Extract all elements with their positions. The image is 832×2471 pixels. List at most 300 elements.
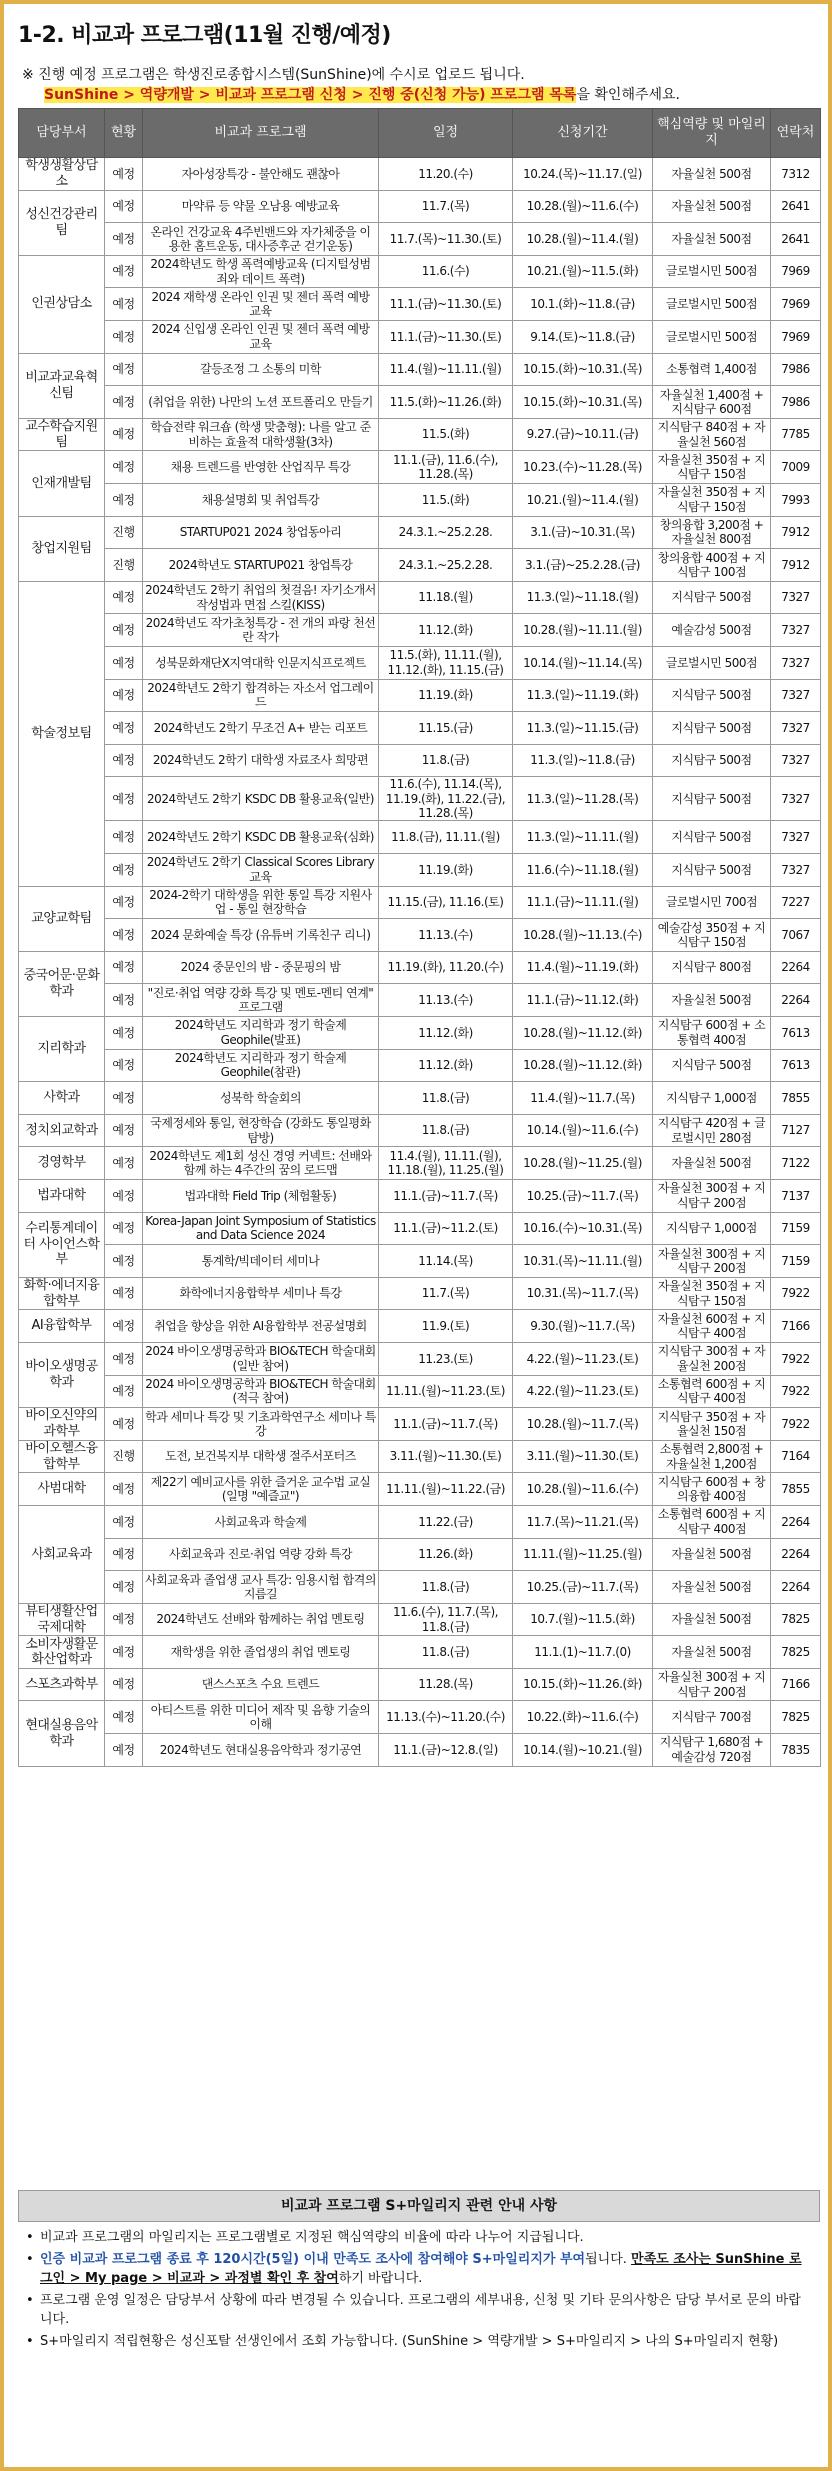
competency-cell: 창의융합 400점 + 지식탐구 100점 (653, 549, 771, 582)
contact-cell: 7922 (771, 1277, 821, 1310)
schedule-cell: 11.7.(목)~11.30.(토) (379, 223, 513, 256)
department-cell: 창업지원팀 (19, 516, 105, 581)
table-row (19, 223, 821, 256)
contact-cell: 7327 (771, 646, 821, 679)
apply-period-cell: 10.1.(화)~11.8.(금) (513, 288, 653, 321)
apply-period-cell: 9.27.(금)~10.11.(금) (513, 418, 653, 451)
contact-cell: 7922 (771, 1342, 821, 1375)
status-cell: 예정 (105, 614, 143, 647)
table-row (19, 255, 821, 288)
contact-cell: 7825 (771, 1701, 821, 1734)
program-name-cell: 제22기 예비교사를 위한 즐거운 교수법 교실 (일명 "예즐교") (143, 1473, 379, 1506)
table-row (19, 1082, 821, 1115)
schedule-cell: 11.4.(월)~11.11.(월) (379, 353, 513, 386)
contact-cell: 7327 (771, 854, 821, 887)
program-name-cell: 2024학년도 현대실용음악학과 정기공연 (143, 1734, 379, 1767)
col-header-dept: 담당부서 (19, 109, 105, 158)
apply-period-cell: 11.4.(월)~11.7.(목) (513, 1082, 653, 1115)
contact-cell: 7159 (771, 1212, 821, 1245)
program-name-cell: 댄스스포츠 수요 트렌드 (143, 1668, 379, 1701)
schedule-cell: 11.8.(금) (379, 1571, 513, 1604)
apply-period-cell: 3.1.(금)~25.2.28.(금) (513, 549, 653, 582)
schedule-cell: 11.1.(금)~11.30.(토) (379, 288, 513, 321)
contact-cell: 7327 (771, 679, 821, 712)
competency-cell: 지식탐구 420점 + 글로벌시민 280점 (653, 1114, 771, 1147)
notice-item: • 인증 비교과 프로그램 종료 후 120시간(5일) 이내 만족도 조사에 참여해야 S+마일리지가 부여됩니다. 만족도 조사는 SunShine 로그인 > My page > 비교과 > 과정별 확인 후 참여하기 바랍니다. (26, 2252, 802, 2286)
competency-cell: 지식탐구 600점 + 창의융합 400점 (653, 1473, 771, 1506)
schedule-cell: 11.26.(화) (379, 1538, 513, 1571)
competency-cell: 자율실천 350점 + 지식탐구 150점 (653, 1277, 771, 1310)
table-row (19, 1342, 821, 1375)
program-name-cell: 국제정세와 통일, 현장학습 (강화도 통일평화탐방) (143, 1114, 379, 1147)
apply-period-cell: 11.3.(일)~11.28.(목) (513, 777, 653, 821)
schedule-cell: 11.12.(화) (379, 1049, 513, 1082)
table-row (19, 288, 821, 321)
program-name-cell: 법과대학 Field Trip (체험활동) (143, 1179, 379, 1212)
competency-cell: 자율실천 500점 (653, 223, 771, 256)
notice-line: ※ 진행 예정 프로그램은 학생진로종합시스템(SunShine)에 수시로 업로드 됩니다. (22, 67, 525, 83)
program-name-cell: 채용 트렌드를 반영한 산업직무 특강 (143, 451, 379, 484)
schedule-cell: 11.14.(목) (379, 1245, 513, 1278)
status-cell: 예정 (105, 386, 143, 419)
table-row (19, 418, 821, 451)
competency-cell: 자율실천 500점 (653, 1603, 771, 1636)
program-name-cell: 2024학년도 선배와 함께하는 취업 멘토링 (143, 1603, 379, 1636)
table-row (19, 1701, 821, 1734)
status-cell: 예정 (105, 1473, 143, 1506)
department-cell: 비교과교육혁신팀 (19, 353, 105, 418)
status-cell: 예정 (105, 984, 143, 1017)
apply-period-cell: 10.28.(월)~11.7.(목) (513, 1408, 653, 1441)
status-cell: 예정 (105, 158, 143, 191)
contact-cell: 7969 (771, 255, 821, 288)
competency-cell: 자율실천 500점 (653, 1571, 771, 1604)
status-cell: 예정 (105, 1114, 143, 1147)
status-cell: 예정 (105, 451, 143, 484)
competency-cell: 지식탐구 300점 + 자율실천 200점 (653, 1342, 771, 1375)
table-row (19, 951, 821, 984)
table-row (19, 1245, 821, 1278)
table-row (19, 581, 821, 614)
status-cell: 예정 (105, 1049, 143, 1082)
table-row (19, 1179, 821, 1212)
contact-cell: 7009 (771, 451, 821, 484)
program-name-cell: 2024학년도 제1회 성신 경영 커넥트: 선배와 함께 하는 4주간의 꿈의 로드맵 (143, 1147, 379, 1180)
notice-box-body (18, 2222, 820, 2351)
contact-cell: 7327 (771, 821, 821, 854)
competency-cell: 소통협력 600점 + 지식탐구 400점 (653, 1375, 771, 1408)
program-name-cell: Korea-Japan Joint Symposium of Statistics and Data Science 2024 (143, 1212, 379, 1245)
notice-suffix: 을 확인해주세요. (576, 87, 681, 103)
competency-cell: 지식탐구 1,000점 (653, 1082, 771, 1115)
competency-cell: 지식탐구 1,000점 (653, 1212, 771, 1245)
table-row (19, 1603, 821, 1636)
program-name-cell: 자아성장특강 - 불안해도 괜찮아 (143, 158, 379, 191)
competency-cell: 글로벌시민 500점 (653, 646, 771, 679)
apply-period-cell: 11.3.(일)~11.18.(월) (513, 581, 653, 614)
schedule-cell: 11.13.(수) (379, 984, 513, 1017)
apply-period-cell: 10.25.(금)~11.7.(목) (513, 1571, 653, 1604)
department-cell: 지리학과 (19, 1017, 105, 1082)
competency-cell: 자율실천 500점 (653, 984, 771, 1017)
contact-cell: 7067 (771, 919, 821, 952)
department-cell: AI융합학부 (19, 1310, 105, 1343)
table-row (19, 549, 821, 582)
apply-period-cell: 10.21.(월)~11.5.(화) (513, 255, 653, 288)
status-cell: 예정 (105, 679, 143, 712)
notice-item: • S+마일리지 적립현황은 성신포탈 선생인에서 조회 가능합니다. (SunShine > 역량개발 > S+마일리지 > 나의 S+마일리지 현황) (26, 2334, 779, 2349)
table-row (19, 1212, 821, 1245)
schedule-cell: 11.8.(금) (379, 1114, 513, 1147)
apply-period-cell: 10.28.(월)~11.25.(월) (513, 1147, 653, 1180)
apply-period-cell: 11.7.(목)~11.21.(목) (513, 1505, 653, 1538)
contact-cell: 7825 (771, 1636, 821, 1669)
contact-cell: 2264 (771, 951, 821, 984)
contact-cell: 7327 (771, 614, 821, 647)
schedule-cell: 11.11.(월)~11.22.(금) (379, 1473, 513, 1506)
apply-period-cell: 10.25.(금)~11.7.(목) (513, 1179, 653, 1212)
contact-cell: 7327 (771, 581, 821, 614)
schedule-cell: 24.3.1.~25.2.28. (379, 549, 513, 582)
apply-period-cell: 10.28.(월)~11.6.(수) (513, 190, 653, 223)
program-name-cell: 2024 재학생 온라인 인권 및 젠더 폭력 예방 교육 (143, 288, 379, 321)
table-row (19, 158, 821, 191)
contact-cell: 2264 (771, 984, 821, 1017)
competency-cell: 자율실천 500점 (653, 1538, 771, 1571)
schedule-cell: 11.1.(금)~12.8.(일) (379, 1734, 513, 1767)
table-row (19, 777, 821, 821)
department-cell: 스포츠과학부 (19, 1668, 105, 1701)
program-name-cell: 2024학년도 지리학과 정기 학술제 Geophile(참관) (143, 1049, 379, 1082)
competency-cell: 지식탐구 600점 + 소통협력 400점 (653, 1017, 771, 1050)
schedule-cell: 11.9.(토) (379, 1310, 513, 1343)
apply-period-cell: 9.30.(월)~11.7.(목) (513, 1310, 653, 1343)
table-row (19, 1440, 821, 1473)
program-name-cell: 화학에너지융합학부 세미나 특강 (143, 1277, 379, 1310)
schedule-cell: 11.19.(화) (379, 679, 513, 712)
apply-period-cell: 10.28.(월)~11.12.(화) (513, 1017, 653, 1050)
status-cell: 예정 (105, 223, 143, 256)
program-name-cell: 온라인 건강교육 4주빈밴드와 자가체중을 이용한 홈트운동, 대사증후군 걷기운동) (143, 223, 379, 256)
table-row (19, 320, 821, 353)
table-header-row (19, 109, 821, 158)
table-row (19, 886, 821, 919)
department-cell: 사회교육과 (19, 1505, 105, 1603)
schedule-cell: 11.20.(수) (379, 158, 513, 191)
department-cell: 교수학습지원팀 (19, 418, 105, 451)
competency-cell: 지식탐구 500점 (653, 1049, 771, 1082)
table-row (19, 614, 821, 647)
schedule-cell: 11.1.(금), 11.6.(수), 11.28.(목) (379, 451, 513, 484)
contact-cell: 7912 (771, 549, 821, 582)
table-row (19, 679, 821, 712)
contact-cell: 7137 (771, 1179, 821, 1212)
contact-cell: 7127 (771, 1114, 821, 1147)
contact-cell: 7835 (771, 1734, 821, 1767)
schedule-cell: 11.1.(금)~11.7.(목) (379, 1179, 513, 1212)
status-cell: 예정 (105, 886, 143, 919)
department-cell: 소비자생활문화산업학과 (19, 1636, 105, 1669)
status-cell: 예정 (105, 1538, 143, 1571)
competency-cell: 글로벌시민 700점 (653, 886, 771, 919)
status-cell: 예정 (105, 1603, 143, 1636)
table-row (19, 1114, 821, 1147)
apply-period-cell: 3.11.(월)~11.30.(토) (513, 1440, 653, 1473)
competency-cell: 자율실천 300점 + 지식탐구 200점 (653, 1668, 771, 1701)
contact-cell: 7166 (771, 1668, 821, 1701)
program-name-cell: 2024학년도 STARTUP021 창업특강 (143, 549, 379, 582)
program-name-cell: 아티스트를 위한 미디어 제작 및 음향 기술의 이해 (143, 1701, 379, 1734)
contact-cell: 7164 (771, 1440, 821, 1473)
table-row (19, 1571, 821, 1604)
schedule-cell: 11.1.(금)~11.2.(토) (379, 1212, 513, 1245)
contact-cell: 2264 (771, 1571, 821, 1604)
apply-period-cell: 10.15.(화)~10.31.(목) (513, 386, 653, 419)
department-cell: 인재개발팀 (19, 451, 105, 516)
contact-cell: 7122 (771, 1147, 821, 1180)
notice-item: • 비교과 프로그램의 마일리지는 프로그램별로 지정된 핵심역량의 비율에 따라 나누어 지급됩니다. (26, 2230, 584, 2245)
competency-cell: 소통협력 2,800점 + 자율실천 1,200점 (653, 1440, 771, 1473)
status-cell: 예정 (105, 1147, 143, 1180)
status-cell: 예정 (105, 854, 143, 887)
table-row (19, 1636, 821, 1669)
table-row (19, 1473, 821, 1506)
program-name-cell: 사회교육과 졸업생 교사 특강: 임용시험 합격의 지름길 (143, 1571, 379, 1604)
competency-cell: 자율실천 500점 (653, 190, 771, 223)
schedule-cell: 11.23.(토) (379, 1342, 513, 1375)
table-row (19, 190, 821, 223)
contact-cell: 7327 (771, 744, 821, 777)
status-cell: 예정 (105, 1310, 143, 1343)
contact-cell: 7613 (771, 1049, 821, 1082)
status-cell: 예정 (105, 1408, 143, 1441)
schedule-cell: 11.7.(목) (379, 190, 513, 223)
table-row (19, 984, 821, 1017)
status-cell: 예정 (105, 483, 143, 516)
department-cell: 학생생활상담소 (19, 158, 105, 191)
apply-period-cell: 11.3.(일)~11.19.(화) (513, 679, 653, 712)
schedule-cell: 11.8.(금), 11.11.(월) (379, 821, 513, 854)
program-name-cell: 2024학년도 2학기 Classical Scores Library 교육 (143, 854, 379, 887)
competency-cell: 지식탐구 500점 (653, 581, 771, 614)
contact-cell: 2641 (771, 223, 821, 256)
department-cell: 화학·에너지융합학부 (19, 1277, 105, 1310)
table-row (19, 712, 821, 745)
competency-cell: 자율실천 500점 (653, 1147, 771, 1180)
contact-cell: 7855 (771, 1473, 821, 1506)
contact-cell: 7993 (771, 483, 821, 516)
apply-period-cell: 10.28.(월)~11.12.(화) (513, 1049, 653, 1082)
apply-period-cell: 11.1.(금)~11.11.(월) (513, 886, 653, 919)
apply-period-cell: 10.31.(목)~11.11.(월) (513, 1245, 653, 1278)
competency-cell: 지식탐구 800점 (653, 951, 771, 984)
status-cell: 예정 (105, 353, 143, 386)
department-cell: 사학과 (19, 1082, 105, 1115)
competency-cell: 지식탐구 500점 (653, 777, 771, 821)
competency-cell: 지식탐구 700점 (653, 1701, 771, 1734)
table-row (19, 1310, 821, 1343)
program-name-cell: 2024 중문인의 밤 - 중문핑의 밤 (143, 951, 379, 984)
schedule-cell: 11.12.(화) (379, 614, 513, 647)
schedule-cell: 11.1.(금)~11.7.(목) (379, 1408, 513, 1441)
status-cell: 예정 (105, 320, 143, 353)
apply-period-cell: 10.15.(화)~11.26.(화) (513, 1668, 653, 1701)
competency-cell: 예술감성 500점 (653, 614, 771, 647)
schedule-cell: 11.5.(화) (379, 483, 513, 516)
contact-cell: 7312 (771, 158, 821, 191)
schedule-cell: 11.13.(수) (379, 919, 513, 952)
department-cell: 뷰티생활산업국제대학 (19, 1603, 105, 1636)
status-cell: 예정 (105, 777, 143, 821)
department-cell: 경영학부 (19, 1147, 105, 1180)
program-name-cell: 취업을 향상을 위한 AI융합학부 전공설명회 (143, 1310, 379, 1343)
status-cell: 예정 (105, 821, 143, 854)
department-cell: 바이오헬스융합학부 (19, 1440, 105, 1473)
contact-cell: 7327 (771, 777, 821, 821)
competency-cell: 지식탐구 500점 (653, 821, 771, 854)
contact-cell: 7159 (771, 1245, 821, 1278)
schedule-cell: 11.6.(수) (379, 255, 513, 288)
program-name-cell: "진로·취업 역량 강화 특강 및 멘토-멘티 연계" 프로그램 (143, 984, 379, 1017)
apply-period-cell: 10.21.(월)~11.4.(월) (513, 483, 653, 516)
contact-cell: 7785 (771, 418, 821, 451)
status-cell: 예정 (105, 288, 143, 321)
apply-period-cell: 10.28.(월)~11.6.(수) (513, 1473, 653, 1506)
apply-period-cell: 11.1.(1)~11.7.(0) (513, 1636, 653, 1669)
table-row (19, 1147, 821, 1180)
table-row (19, 919, 821, 952)
status-cell: 예정 (105, 744, 143, 777)
competency-cell: 자율실천 300점 + 지식탐구 200점 (653, 1179, 771, 1212)
schedule-cell: 11.1.(금)~11.30.(토) (379, 320, 513, 353)
contact-cell: 7855 (771, 1082, 821, 1115)
competency-cell: 지식탐구 500점 (653, 712, 771, 745)
table-row (19, 1277, 821, 1310)
schedule-cell: 11.15.(금), 11.16.(토) (379, 886, 513, 919)
program-name-cell: 학과 세미나 특강 및 기초과학연구소 세미나 특강 (143, 1408, 379, 1441)
status-cell: 진행 (105, 1440, 143, 1473)
table-row (19, 1538, 821, 1571)
apply-period-cell: 4.22.(월)~11.23.(토) (513, 1342, 653, 1375)
col-header-contact: 연락처 (771, 109, 821, 158)
program-name-cell: 2024학년도 2학기 대학생 자료조사 희망편 (143, 744, 379, 777)
competency-cell: 소통협력 600점 + 지식탐구 400점 (653, 1505, 771, 1538)
department-cell: 성신건강관리팀 (19, 190, 105, 255)
department-cell: 법과대학 (19, 1179, 105, 1212)
competency-cell: 자율실천 500점 (653, 158, 771, 191)
table-row (19, 646, 821, 679)
status-cell: 예정 (105, 646, 143, 679)
contact-cell: 7969 (771, 288, 821, 321)
contact-cell: 7969 (771, 320, 821, 353)
status-cell: 진행 (105, 516, 143, 549)
apply-period-cell: 10.24.(목)~11.17.(일) (513, 158, 653, 191)
program-table (18, 108, 821, 1767)
program-name-cell: STARTUP021 2024 창업동아리 (143, 516, 379, 549)
competency-cell: 자율실천 1,400점 + 지식탐구 600점 (653, 386, 771, 419)
program-name-cell: 도전, 보건복지부 대학생 절주서포터즈 (143, 1440, 379, 1473)
contact-cell: 7986 (771, 386, 821, 419)
schedule-cell: 11.5.(화)~11.26.(화) (379, 386, 513, 419)
apply-period-cell: 4.22.(월)~11.23.(토) (513, 1375, 653, 1408)
apply-period-cell: 10.28.(월)~11.11.(월) (513, 614, 653, 647)
apply-period-cell: 10.28.(월)~11.13.(수) (513, 919, 653, 952)
apply-period-cell: 11.3.(일)~11.15.(금) (513, 712, 653, 745)
apply-period-cell: 11.1.(금)~11.12.(화) (513, 984, 653, 1017)
program-name-cell: 재학생을 위한 졸업생의 취업 멘토링 (143, 1636, 379, 1669)
competency-cell: 글로벌시민 500점 (653, 288, 771, 321)
schedule-cell: 11.19.(화) (379, 854, 513, 887)
status-cell: 예정 (105, 951, 143, 984)
notice-box-title: 비교과 프로그램 S+마일리지 관련 안내 사항 (18, 2190, 820, 2222)
program-name-cell: 2024학년도 2학기 무조건 A+ 받는 리포트 (143, 712, 379, 745)
status-cell: 예정 (105, 1277, 143, 1310)
department-cell: 학술정보팀 (19, 581, 105, 886)
col-header-status: 현황 (105, 109, 143, 158)
department-cell: 현대실용음악학과 (19, 1701, 105, 1766)
department-cell: 중국어문·문화학과 (19, 951, 105, 1016)
schedule-cell: 11.7.(목) (379, 1277, 513, 1310)
status-cell: 예정 (105, 1342, 143, 1375)
apply-period-cell: 10.14.(월)~11.6.(수) (513, 1114, 653, 1147)
apply-period-cell: 10.7.(월)~11.5.(화) (513, 1603, 653, 1636)
apply-period-cell: 10.22.(화)~11.6.(수) (513, 1701, 653, 1734)
schedule-cell: 11.28.(목) (379, 1668, 513, 1701)
apply-period-cell: 10.28.(월)~11.4.(월) (513, 223, 653, 256)
program-name-cell: 성북문화재단X지역대학 인문지식프로젝트 (143, 646, 379, 679)
contact-cell: 7613 (771, 1017, 821, 1050)
program-name-cell: 학습전략 워크숍 (학생 맞춤형): 나를 알고 준비하는 효율적 대학생활(3차) (143, 418, 379, 451)
status-cell: 예정 (105, 581, 143, 614)
status-cell: 예정 (105, 190, 143, 223)
apply-period-cell: 3.1.(금)~10.31.(목) (513, 516, 653, 549)
program-name-cell: (취업을 위한) 나만의 노션 포트폴리오 만들기 (143, 386, 379, 419)
notice-item: • 프로그램 운영 일정은 담당부서 상황에 따라 변경될 수 있습니다. 프로그램의 세부내용, 신청 및 기타 문의사항은 담당 부서로 문의 바랍니다. (26, 2293, 801, 2327)
schedule-cell: 11.8.(금) (379, 1082, 513, 1115)
status-cell: 예정 (105, 418, 143, 451)
program-name-cell: 2024학년도 2학기 KSDC DB 활용교육(일반) (143, 777, 379, 821)
competency-cell: 자율실천 300점 + 지식탐구 200점 (653, 1245, 771, 1278)
program-name-cell: 2024-2학기 대학생을 위한 통일 특강 지원사업 - 통일 현장학습 (143, 886, 379, 919)
table-row (19, 1505, 821, 1538)
competency-cell: 지식탐구 350점 + 자율실천 150점 (653, 1408, 771, 1441)
program-name-cell: 갈등조정 그 소통의 미학 (143, 353, 379, 386)
schedule-cell: 11.6.(수), 11.7.(목), 11.8.(금) (379, 1603, 513, 1636)
status-cell: 예정 (105, 1668, 143, 1701)
table-row (19, 386, 821, 419)
competency-cell: 자율실천 500점 (653, 1636, 771, 1669)
page-title: 1-2. 비교과 프로그램(11월 진행/예정) (18, 23, 391, 48)
status-cell: 예정 (105, 919, 143, 952)
contact-cell: 2264 (771, 1538, 821, 1571)
status-cell: 예정 (105, 1734, 143, 1767)
status-cell: 예정 (105, 1571, 143, 1604)
table-body (19, 158, 821, 1767)
program-name-cell: 통계학/빅데이터 세미나 (143, 1245, 379, 1278)
status-cell: 예정 (105, 1017, 143, 1050)
program-name-cell: 2024학년도 지리학과 정기 학술제 Geophile(발표) (143, 1017, 379, 1050)
table-row (19, 1668, 821, 1701)
status-cell: 예정 (105, 255, 143, 288)
apply-period-cell: 10.15.(화)~10.31.(목) (513, 353, 653, 386)
status-cell: 예정 (105, 1082, 143, 1115)
department-cell: 사범대학 (19, 1473, 105, 1506)
apply-period-cell: 10.31.(목)~11.7.(목) (513, 1277, 653, 1310)
contact-cell: 7922 (771, 1375, 821, 1408)
status-cell: 예정 (105, 1505, 143, 1538)
status-cell: 예정 (105, 1701, 143, 1734)
contact-cell: 7227 (771, 886, 821, 919)
